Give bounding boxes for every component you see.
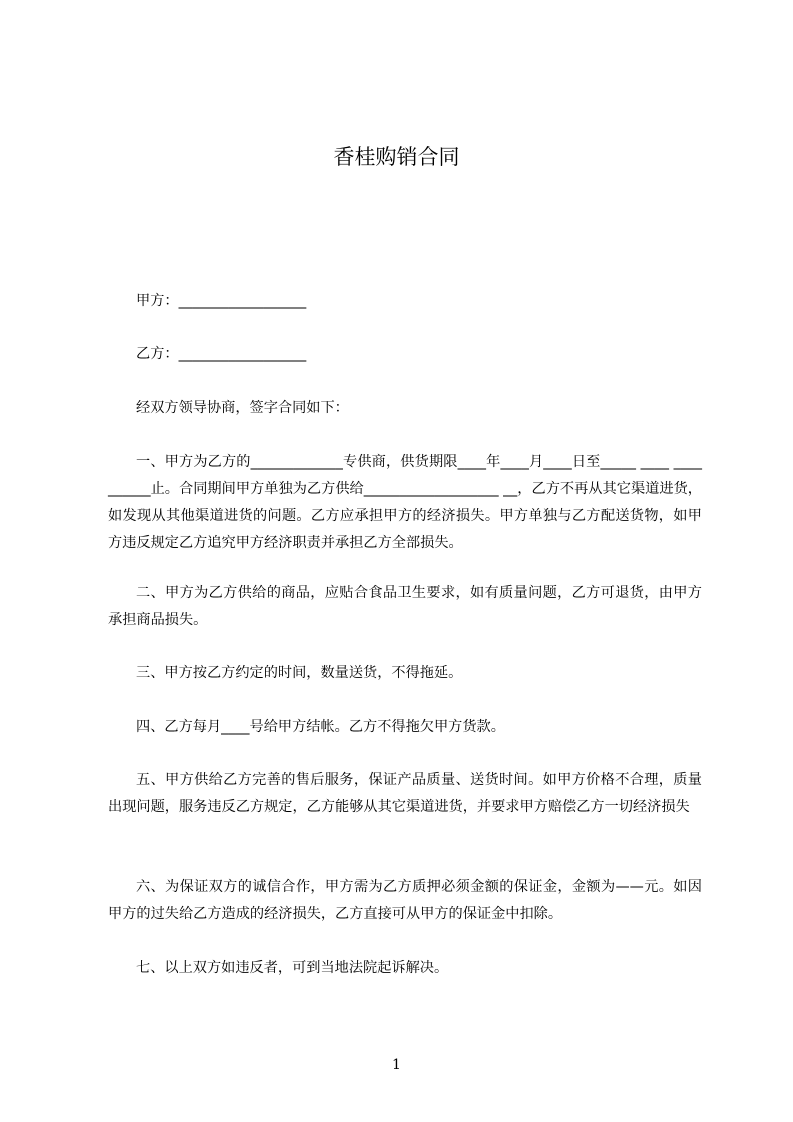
party-b-line: 乙方：__________________ — [136, 346, 307, 362]
intro-paragraph: 经双方领导协商，签字合同如下： — [136, 400, 349, 416]
clause-6: 六、为保证双方的诚信合作，甲方需为乙方质押必须金额的保证金，金额为——元。如因甲方的过失给乙方造成的经济损失，乙方直接可从甲方的保证金中扣除。 — [108, 879, 702, 922]
clause-1: 一、甲方为乙方的_____________专供商，供货期限____年____月____日至_____ ____ __________止。合同期间甲方单独为乙方供给___________________ __，乙方不再从其它渠道进货，如发现从其他渠道进货的问题。乙方应承担甲方的经济损失。甲方单独与乙方配送货物，如甲方违反规定乙方追究甲方经济职责并承担乙方全部损失。 — [108, 454, 702, 551]
clause-4: 四、乙方每月____号给甲方结帐。乙方不得拖欠甲方货款。 — [136, 719, 505, 735]
clause-5: 五、甲方供给乙方完善的售后服务，保证产品质量、送货时间。如甲方价格不合理，质量出现问题，服务违反乙方规定，乙方能够从其它渠道进货，并要求甲方赔偿乙方一切经济损失 — [108, 772, 702, 815]
clause-3: 三、甲方按乙方约定的时间，数量送货，不得拖延。 — [136, 665, 463, 681]
clause-2: 二、甲方为乙方供给的商品，应贴合食品卫生要求，如有质量问题，乙方可退货，由甲方承担商品损失。 — [108, 585, 702, 628]
party-a-line: 甲方：__________________ — [136, 293, 307, 309]
clause-7: 七、以上双方如违反者，可到当地法院起诉解决。 — [136, 960, 449, 976]
document-title: 香桂购销合同 — [333, 145, 460, 169]
page-number: 1 — [392, 1057, 401, 1073]
